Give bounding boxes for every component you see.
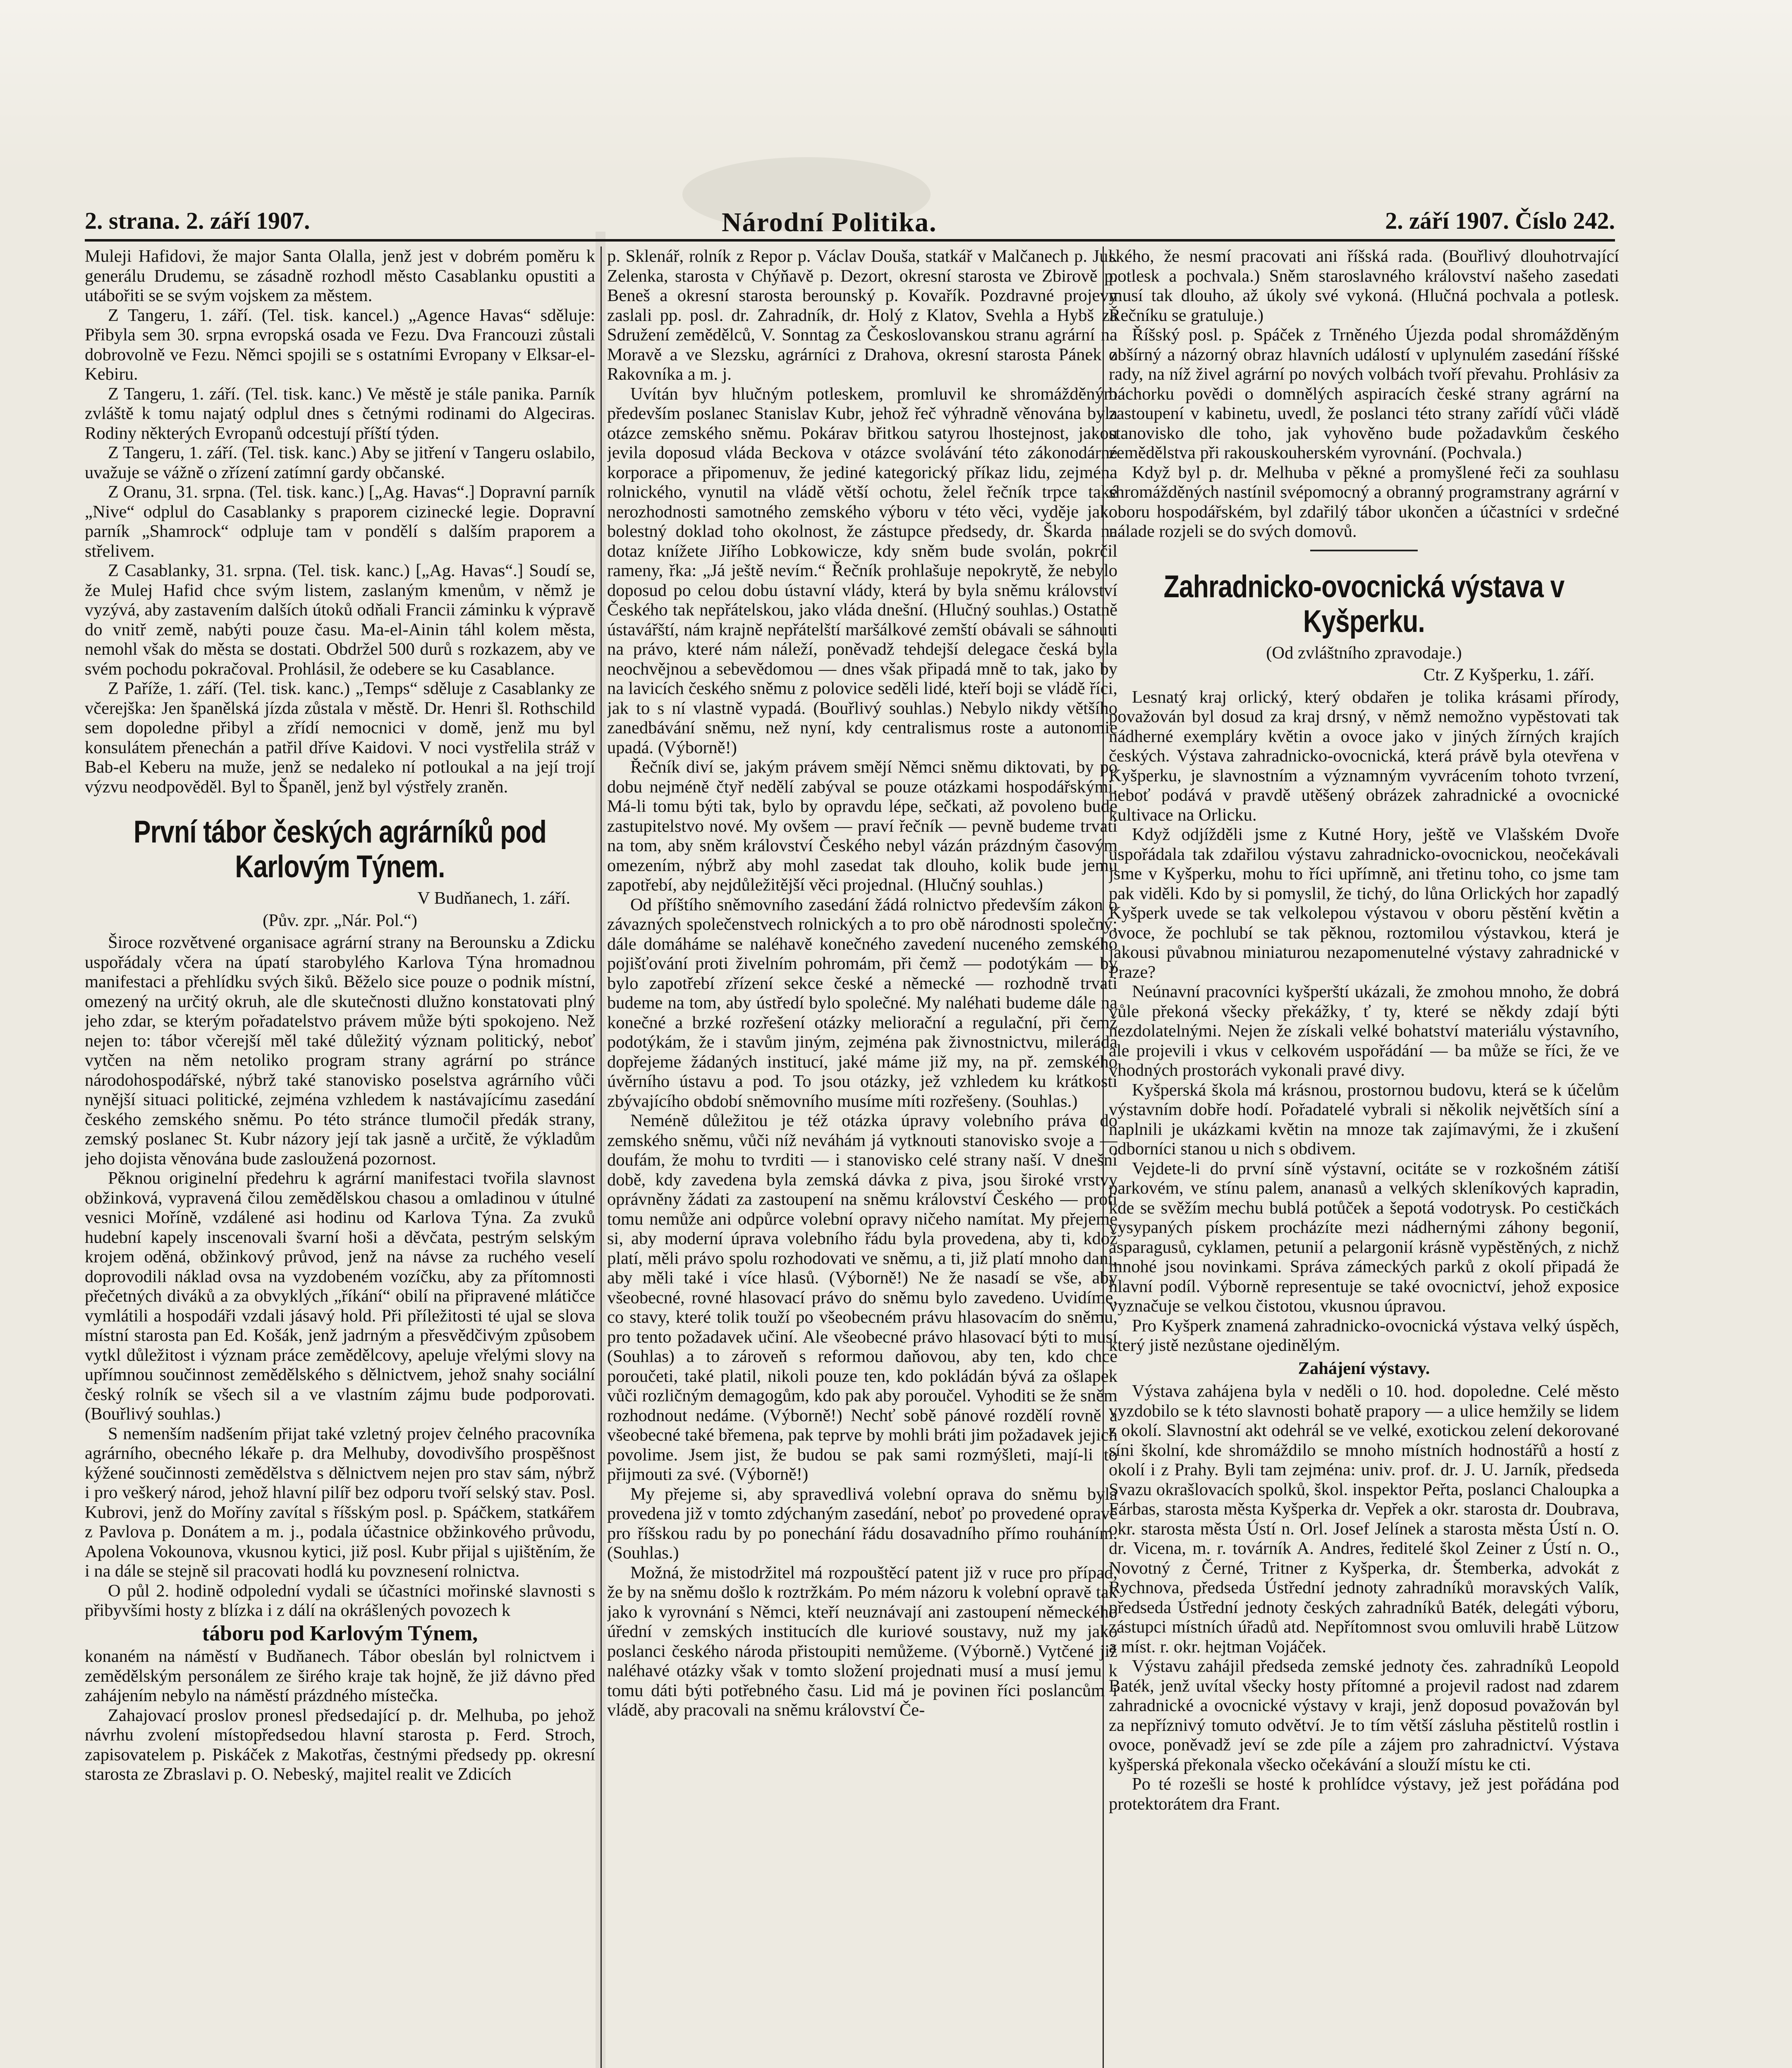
paragraph: Zahajovací proslov pronesl předsedající p. dr. Melhuba, po jehož návrhu zvolení místopředsedou hlavní starosta p. Ferd. Stroch, zapisovatelem p. Piskáček z Makotřas, čestnými předsedy pp. okresní starosta ze Zbraslavi p. O. Nebeský, majitel realit ve Zdicích: [85, 1705, 595, 1784]
paragraph: S nemenším nadšením přijat také vzletný projev čelného pracovníka agrárního, obecného lékaře p. dra Melhuby, dovodivšího prospěšnost kýžené součinnosti zemědělstva s dělnictvem nejen pro stav sám, nýbrž i pro veškerý národ, jehož hlavní pilíř bez odporu tvoří selský stav. Posl. Kubrovi, jenž do Moříny zavítal s říšským posl. p. Spáčkem, statkářem z Pavlova p. Donátem a m. j., podala účastnice obžinkového průvodu, Apolena Vokounova, vkusnou kytici, již posl. Kubr přijal s ujištěním, že i na dále se stejně sil pracovati hodlá ku povznesení rolnictva.: [85, 1424, 595, 1581]
paragraph: Z Tangeru, 1. září. (Tel. tisk. kancel.) „Agence Havas“ sděluje: Přibyla sem 30. srpna evropská osada ve Fezu. Dva Francouzi zůstali dobrovolně ve Fezu. Němci spojili se s ostatními Evropany v Elksar-el-Kebiru.: [85, 305, 595, 384]
source-note: (Od zvláštního zpravodaje.): [1266, 643, 1462, 663]
paragraph: Z Oranu, 31. srpna. (Tel. tisk. kanc.) [„Ag. Havas“.] Dopravní parník „Nive“ odplul do Casablanky s praporem cizinecké legie. Dopravní parník „Shamrock“ odpluje tam v pondělí s dalším praporem a střelivem.: [85, 482, 595, 561]
header-rule: [85, 239, 1615, 242]
source-note: (Pův. zpr. „Nár. Pol.“): [263, 910, 417, 930]
header-left: 2. strana. 2. září 1907.: [85, 207, 310, 234]
column-3: [1109, 247, 1619, 2068]
subheading: Zahájení výstavy.: [1298, 1358, 1430, 1378]
page-fold: [596, 232, 605, 2068]
paragraph: Možná, že mistodržitel má rozpouštěcí patent již v ruce pro případ, že by na sněmu došlo k roztržkám. Po mém názoru k volební opravě tak jako k vyrovnání s Němci, kteří neuznávají ani zastoupení německého úřední v zemských institucích dle kuriové soustavy, nuž my jako poslanci českého národa přistoupiti nemůžeme. (Výborně.) Vytčené již naléhavé otázky však v tomto složení projednati musí a musí jemu k tomu dáti býti potřebného času. Lid má je povinen říci poslancům i vládě, aby pracovali na sněmu království Če-: [607, 1563, 1117, 1720]
paragraph: My přejeme si, aby spravedlivá volební oprava do sněmu byla provedena již v tomto zdýchaným zasedání, neboť po provedené opravě pro říšskou radu by po ponechání řádu dosavadního přímo rouháním. (Souhlas.): [607, 1484, 1117, 1563]
page-header: [85, 207, 1615, 240]
dateline: Ctr. Z Kyšperku, 1. září.: [1423, 665, 1594, 685]
paragraph: Uvítán byv hlučným potleskem, promluvil ke shromážděným především poslanec Stanislav Kubr, jehož řeč výhradně věnována byla otázce zemského sněmu. Pokárav břitkou satyrou lhostejnost, jakou jevila doposud vláda Beckova v otázce svolávání této zákonodárné korporace a připomenuv, že jediné kategorický příkaz lidu, zejména rolnického, vynutil na vládě větší ochotu, želel řečník trpce také nerozhodnosti samotného zemského výboru v této věci, vyděje jako bolestný doklad toho okolnost, že zástupce předsedy, dr. Škarda na dotaz knížete Jiřího Lobkowicze, kdy sněm bude svolán, pokrčil rameny, řka: „Já ještě nevím.“ Řečník prohlašuje nepokrytě, že nebylo doposud po celou dobu ústavní vlády, která by byla sněmu království Českého tak nepřátelskou, jako vláda dnešní. (Hlučný souhlas.) Ostatně ústavářští, nám krajně nepřátelští maršálkové zemští obávali se sáhnouti na právo, které nám náleží, poněvadž tehdejší delegace česká byla neochvějnou a sebevědomou — dnes však připadá mně to tak, jako by na lavicích českého sněmu z polovice seděli lidé, kteří boji se vládě říci, jak to s ní vlastně vypadá. (Bouřlivý souhlas.) Nebylo nikdy většího zanedbávání sněmu, než nyní, kdy centralismus roste a autonomie upadá. (Výborně!): [607, 384, 1117, 757]
section-rule: [1310, 550, 1418, 551]
article-heading: První tábor českých agrárníků pod Karlovým Týnem.: [133, 814, 547, 884]
paragraph: Řečník diví se, jakým právem smějí Němci sněmu diktovati, by po dobu nejméně čtyř nedělí zabýval se pouze otázkami hospodářskými. Má-li tomu býti tak, bylo by opravdu lépe, sečkati, až povoleno bude zastupitelstvo nové. My ovšem — praví řečník — pevně budeme trvati na tom, aby sněm království Českého nebyl vázán prázdným časovým omezením, nýbrž aby mohl zasedat tak dlouho, kolik bude jemu zapotřebí, aby nejdůležitější věci projednal. (Hlučný souhlas.): [607, 757, 1117, 895]
paragraph: Z Tangeru, 1. září. (Tel. tisk. kanc.) Ve městě je stále panika. Parník zvláště k tomu najatý odplul dnes s četnými rodinami do Algeciras. Rodiny některých Evropanů odcestují příští týden.: [85, 384, 595, 443]
paragraph: Říšský posl. p. Spáček z Trněného Újezda podal shromážděným obšírný a názorný obraz hlavních událostí v uplynulém zasedání říšské rady, na níž živel agrární po nových volbách tvoří převahu. Prohlásiv za báchorku povědi o domnělých aspiracích české strany agrární na zastoupení v kabinetu, uvedl, že poslanci této strany zařídí vůči vládě stanovisko dle toho, jak vyhověno bude požadavkům českého zemědělstva při rakouskouherském vyrovnání. (Pochvala.): [1109, 325, 1619, 462]
column-2: [607, 247, 1117, 2068]
paragraph: p. Sklenář, rolník z Repor p. Václav Douša, statkář v Malčanech p. Jul. Zelenka, starosta v Chýňavě p. Dezort, okresní starosta ve Zbirově p. Beneš a okresní starosta berounský p. Kovařík. Pozdravné projevy zaslali pp. posl. dr. Zahradník, dr. Holý z Klatov, Svehla a Hybš za Sdružení zemědělců, V. Sonntag za Českoslovanskou stranu agrární na Moravě a ve Slezsku, agrárníci z Drahova, okresní starosta Pánek z Rakovníka a m. j.: [607, 247, 1117, 384]
paragraph: Pěknou originelní předehru k agrární manifestaci tvořila slavnost obžinková, vypravená čilou zemědělskou chasou a omladinou v útulné vesnici Moříně, vzdálené asi hodinu od Karlova Týna. Za zvuků hudební kapely inscenovali švarní hoši a děvčata, pestrým selským krojem oděná, obžinkový průvod, jenž na návse za ruchého veselí doprovodili náklad ovsa na vyzdobeném vozíčku, aby za přítomnosti přečetných diváků a za obvyklých „říkání“ obilí na připravené mlátičce vymlátili a hospodáři vzdali jásavý hold. Při příležitosti té ujal se slova místní starosta pan Ed. Košák, jenž jadrným a přesvědčivým způsobem vytkl důležitost i význam práce zemědělcovy, apeluje vřelými slovy na upřímnou součinnost zemědělského s dělnictvem, jehož snahy sociální český rolník se všech sil a ve vlastním zájmu bude podporovati. (Bouřlivý souhlas.): [85, 1168, 595, 1424]
paragraph: Od příštího sněmovního zasedání žádá rolnictvo především zákon o závazných společenstvech rolnických a to pro obě národnosti společný; dále domáháme se naléhavě konečného zavedení nuceného zemského pojišťování proti živelním pohromám, při čemž — podotýkám — by bylo zapotřebí zřízení sekce české a německé — rozhodně trvati budeme na tom, aby ústředí bylo společné. My naléhati budeme dále na konečné a brzké rozřešení otázky meliorační a regulační, při čemž podotýkám, že i stavům jiným, zejména pak živnostnictvu, mileráda dopřejeme žádaných institucí, jaké máme již my, na př. zemského úvěrního ústavu a pod. To jsou otázky, jež vzhledem ku krátkosti zbývajícího období sněmovního musíme míti rozřešeny. (Souhlas.): [607, 895, 1117, 1111]
paragraph: Muleji Hafidovi, že major Santa Olalla, jenž jest v dobrém poměru k generálu Drudemu, se zásadně rozhodl město Casablanku opustiti a utábořiti se se svým vojskem za městem.: [85, 247, 595, 305]
paragraph: Široce rozvětvené organisace agrární strany na Berounsku a Zdicku uspořádaly včera na úpatí starobylého Karlova Týna hromadnou manifestaci a přehlídku svých šiků. Běželo sice pouze o podnik místní, omezený na určitý okruh, ale dle skutečnosti dlužno konstatovati plný jeho zdar, se kterým pořadatelstvo právem může býti spokojeno. Než nejen to: tábor včerejší měl také důležitý význam politický, neboť vytčen na něm netoliko program strany agrární po stránce národohospodářské, nýbrž také stanovisko poselstva agrárního vůči nynější situaci politické, zejména vzhledem k nastávajícímu zasedání českého zemského sněmu. Po této stránce tlumočil předák strany, zemský poslanec St. Kubr názory její tak jasně a určitě, že výkladům jeho dojista věnována bude zasloužená pozornost.: [85, 933, 595, 1168]
paragraph: Když byl p. dr. Melhuba v pěkné a promyšlené řeči za souhlasu shromážděných nastínil svépomocný a obranný programstrany agrární v oboru hospodářském, byl zdařilý tábor ukončen a účastníci v srdečné nálade rozjeli se do svých domovů.: [1109, 462, 1619, 541]
paragraph: Po té rozešli se hosté k prohlídce výstavy, jež jest pořádána pod protektorátem dra Frant.: [1109, 1774, 1619, 1814]
masthead-title: Národní Politika.: [722, 207, 937, 237]
paragraph: Když odjížděli jsme z Kutné Hory, ještě ve Vlašském Dvoře uspořádala tak zdařilou výstavu zahradnicko-ovocnickou, neočekávali jsme v Kyšperku, mohu to říci upřímně, ani třetinu toho, co jsme tam pak viděli. Kdo by si pomyslil, že tichý, do lůna Orlických hor zapadlý Kyšperk uvede se tak velkolepou výstavou v oboru pěstění květin a ovoce, že pochlubí se tak pěknou, roztomilou výstavkou, která je jakousi půvabnou miniaturou nezapomenutelné výstavy zahradnické v Praze?: [1109, 825, 1619, 982]
paragraph: Pro Kyšperk znamená zahradnicko-ovocnická výstava velký úspěch, který jistě nezůstane ojedinělým.: [1109, 1316, 1619, 1355]
paragraph: Neúnavní pracovníci kyšperští ukázali, že zmohou mnoho, že dobrá vůle překoná všecky překážky, ť ty, které se někdy zdají býti nezdolatelnými. Nejen že získali velké bohatství materiálu výstavního, ale projevili i vkus v celkovém uspořádání — ba může se říci, že ve vhodných prostorách vykonali pravé divy.: [1109, 982, 1619, 1080]
bold-subheading: táboru pod Karlovým Týnem,: [202, 1621, 478, 1645]
paragraph: Lesnatý kraj orlický, který obdařen je tolika krásami přírody, považován byl dosud za kraj drsný, v němž nemožno vypěstovati tak nádherné exempláry květin a ovoce jako v jiných žírných krajích českých. Výstava zahradnicko-ovocnická, která právě byla otevřena v Kyšperku, je slavnostním a významným vyvrácením tohoto tvrzení, neboť podává v pravdě utěšený obrázek zahradnické a ovocnické kultivace na Orlicku.: [1109, 687, 1619, 825]
article-heading: Zahradnicko-ovocnická výstava v Kyšperku.: [1163, 569, 1565, 639]
paragraph: konaném na náměstí v Budňanech. Tábor obeslán byl rolnictvem i zemědělským personálem ze širého kraje tak hojně, že již dávno před zahájením nebylo na náměstí prázdného místečka.: [85, 1647, 595, 1705]
paragraph: O půl 2. hodině odpolední vydali se účastníci mořinské slavnosti s přibyvšími hosty z blízka i z dálí na okrášlených povozech k: [85, 1581, 595, 1620]
dateline: V Budňanech, 1. září.: [417, 888, 570, 908]
paragraph: Vejdete-li do první síně výstavní, ocitáte se v rozkošném zátiší parkovém, ve stínu palem, ananasů a velkých skleníkových kapradin, kde se svěžím mechu bublá potůček a šepotá vodotrysk. Po cestičkách vysypaných pískem procházíte mezi nádhernými záhony begonií, asparagusů, cyklamen, petunií a pelargonií krásně vypěstěných, z nichž mnohé jsou novinkami. Správa zámeckých parků z okolí připadá že hlavní podíl. Výborně representuje se také ovocnictví, jehož exposice vyznačuje se velkou čistotou, vkusnou úpravou.: [1109, 1158, 1619, 1316]
paragraph: Kyšperská škola má krásnou, prostornou budovu, která se k účelům výstavním dobře hodí. Pořadatelé vybrali si několik největších síní a naplnili je ukázkami květin na mnoze tak zajímavými, že i zkušení odborníci stanou u nich s obdivem.: [1109, 1080, 1619, 1158]
header-right: 2. září 1907. Číslo 242.: [1385, 207, 1615, 234]
paragraph: Z Paříže, 1. září. (Tel. tisk. kanc.) „Temps“ sděluje z Casablanky ze včerejška: Jen španělská jízda zůstala v městě. Dr. Henri šl. Rothschild sem dopoledne přibyl a zřídí nemocnici v domě, jenž mu byl konsulátem přenechán a patřil dříve Kaidovi. V noci vystřelila stráž v Bab-el Keberu na muže, jenž se nedaleko ní potloukal a na její trojí výzvu neodpověděl. Byl to Španěl, jenž byl výstřely zraněn.: [85, 679, 595, 797]
paragraph: ského, že nesmí pracovati ani říšská rada. (Bouřlivý dlouhotrvající potlesk a pochvala.) Sněm staroslavného království našeho zasedati musí tak dlouho, až úkoly své vykoná. (Hlučná pochvala a potlesk. Řečníku se gratuluje.): [1109, 247, 1619, 325]
paragraph: Z Tangeru, 1. září. (Tel. tisk. kanc.) Aby se jitření v Tangeru oslabilo, uvažuje se vážně o zřízení zatímní gardy občanské.: [85, 443, 595, 482]
page-margin: [0, 0, 1792, 174]
paragraph: Neméně důležitou je též otázka úpravy volebního práva do zemského sněmu, vůči níž neváhám já vytknouti stanovisko svoje a — doufám, že mohu to tvrditi — i stanovisko celé strany naší. V dnešní době, kdy zavedena byla zemská dávka z piva, jsou široké vrstvy oprávněny žádati za zastoupení na sněmu království Českého — proti tomu nemůže ani odpůrce volební opravy ničeho namítat. My přejeme si, aby moderní úprava volebního řádu byla provedena, aby ti, kdož platí, měli právo spolu rozhodovati ve sněmu, a ti, již platí mnoho daní, aby měli také i více hlasů. (Výborně!) Ne že nasadí se vše, aby všeobecné, rovné hlasovací právo do sněmu bylo zavedeno. Uvidíme, co stavy, které tolik touží po všeobecném právu hlasovacím do sněmu, pro tento požadavek učiní. Ale všeobecné právo hlasovací býti to musí (Souhlas) a to zároveň s reformou daňovou, aby ten, kdo chce poroučeti, také platil, nikoli pouze ten, kdo pokládán bývá za ošlapek vůči rozličným demagogům, kdo pak aby poroučel. Vyhoditi se že sněm rozhodnout nedáme. (Výborně!) Nechť sobě pánové rozdělí rovně a všeobecné také břemena, pak teprve by mohli bráti jim požadavek jejich povolime. Jsem jist, že budou se pak sami rozmýšleti, mají-li to přijmouti za své. (Výborně!): [607, 1111, 1117, 1484]
paragraph: Výstava zahájena byla v neděli o 10. hod. dopoledne. Celé město vyzdobilo se k této slavnosti bohatě prapory — a ulice hemžily se lidem z okolí. Slavnostní akt odehrál se ve velké, exotickou zelení dekorované síni školní, kde shromáždilo se mnoho místních hodnostářů a hostí z okolí i z Prahy. Byli tam zejména: univ. prof. dr. J. U. Jarník, předseda Svazu okrašlovacích spolků, škol. inspektor Peřta, poslanci Chaloupka a Fárbas, starosta města Kyšperka dr. Vepřek a okr. starosta dr. Doubrava, okr. starosta města Ústí n. Orl. Josef Jelínek a starosta města Ústí n. O. dr. Vicena, m. r. továrník A. Andres, ředitelé škol Zeiner z Ústí n. O., Novotný z Černé, Tritner z Kyšperka, dr. Štemberka, advokát z Rychnova, předseda Ústřední jednoty zahradníků moravských Valík, předseda Ústřední jednoty českých zahradníků Baték, delegáti výboru, zástupci místních úřadů atd. Nepřítomnost svou omluvili hrabě Lützow a míst. r. okr. hejtman Vojáček.: [1109, 1381, 1619, 1656]
paragraph: Z Casablanky, 31. srpna. (Tel. tisk. kanc.) [„Ag. Havas“.] Soudí se, že Mulej Hafid chce svým listem, zaslaným kmenům, v němž je vyzývá, aby zastavením dalších útoků odňali Francii záminku k výpravě do vnitř země, nabýti pouze času. Ma-el-Ainin táhl kolem města, nemohl však do města se dostati. Obdržel 500 durů s rozkazem, aby ve svém pochodu pokračoval. Prohlásil, že odebere se ku Casablance.: [85, 561, 595, 679]
column-1: [85, 247, 595, 2068]
paragraph: Výstavu zahájil předseda zemské jednoty čes. zahradníků Leopold Baték, jenž uvítal všecky hosty přítomné a projevil radost nad zdarem zahradnické a ovocnické výstavy v kraji, jenž doposud považován byl za nepříznivý tomuto odvětví. Je to tím větší zásluha pěstitelů rostlin i ovoce, poněvadž jeví se zde píle a zájem pro zahradnictví. Výstava kyšperská překonala všecko očekávání a slouží místu ke cti.: [1109, 1656, 1619, 1774]
